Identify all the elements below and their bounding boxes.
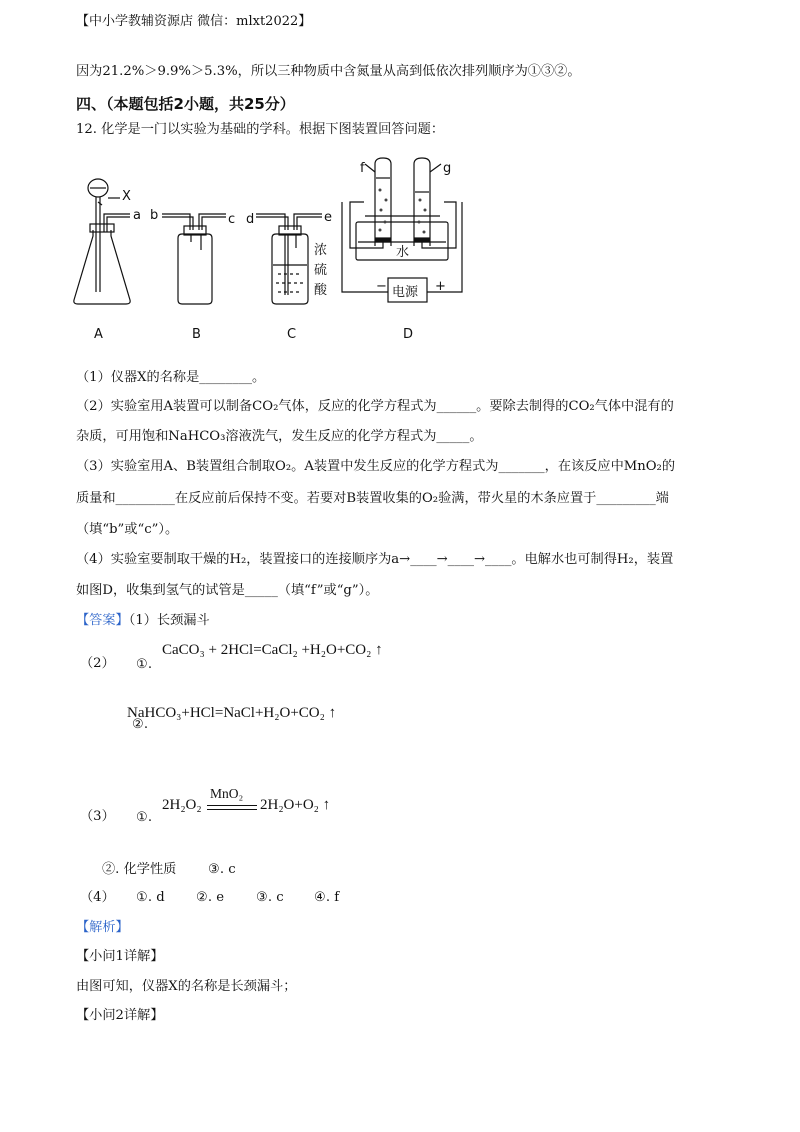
sub-question-2-line-2: 杂质，可用饱和NaHCO₃溶液洗气，发生反应的化学方程式为_____。 xyxy=(76,429,483,444)
sub-question-3-line-2: 质量和_________在反应前后保持不变。若要对B装置收集的O₂验满，带火星的木条应置于_________端 xyxy=(76,491,669,506)
label-e: e xyxy=(324,210,332,225)
page-header: 【中小学教辅资源店 微信：mlxt2022】 xyxy=(76,14,312,29)
label-a: a xyxy=(133,208,141,223)
analysis-tag: 【解析】 xyxy=(76,920,129,935)
apparatus-b xyxy=(162,214,226,304)
apparatus-figure xyxy=(60,150,480,345)
answer-4-4: ④. f xyxy=(314,890,340,905)
answer-2-1-equation: CaCO₃ + 2HCl=CaCl₂ +H₂O+CO₂ ↑ xyxy=(162,642,383,658)
label-acid-1: 浓 xyxy=(314,243,328,258)
answer-3-label: （3） xyxy=(80,809,115,824)
label-x: X xyxy=(122,189,131,204)
sub-question-4-line-2: 如图D，收集到氢气的试管是_____（填“f”或“g”）。 xyxy=(76,583,379,598)
sub-question-1: （1）仪器X的名称是________。 xyxy=(76,370,266,385)
label-power: 电源 xyxy=(392,285,419,300)
previous-solution-line: 因为21.2%＞9.9%＞5.3%，所以三种物质中含氮量从高到低依次排列顺序为①③②。 xyxy=(76,64,581,79)
label-acid-2: 硫 xyxy=(314,263,328,278)
answer-3-1-reactant: 2H₂O₂ xyxy=(162,797,202,813)
analysis-sub-1-title: 【小问1详解】 xyxy=(76,949,164,964)
question-12-stem: 12. 化学是一门以实验为基础的学科。根据下图装置回答问题： xyxy=(76,122,445,137)
reaction-condition-lines xyxy=(207,804,259,812)
label-f: f xyxy=(360,161,365,176)
sub-question-4-line-1: （4）实验室要制取干燥的H₂，装置接口的连接顺序为a→____→____→____。电解水也可制得H₂，装置 xyxy=(76,552,674,567)
answer-2-label: （2） xyxy=(80,656,115,671)
apparatus-c xyxy=(256,214,322,304)
label-water: 水 xyxy=(396,245,410,260)
sub-question-2-line-1: （2）实验室用A装置可以制备CO₂气体，反应的化学方程式为______。要除去制得的CO₂气体中混有的 xyxy=(76,399,674,414)
answer-4-2: ②. e xyxy=(196,890,225,905)
answer-3-3: ③. c xyxy=(208,862,236,877)
answer-3-1-catalyst: MnO₂ xyxy=(210,786,244,801)
label-plus: + xyxy=(435,279,446,294)
label-acid-3: 酸 xyxy=(314,283,328,298)
caption-a: A xyxy=(94,327,103,342)
answer-2-2-number: ②. xyxy=(132,717,149,732)
answer-4-1: ①. d xyxy=(136,890,165,905)
sub-question-3-line-3: （填“b”或“c”）。 xyxy=(76,522,179,537)
analysis-sub-2-title: 【小问2详解】 xyxy=(76,1008,164,1023)
label-g: g xyxy=(443,161,452,176)
caption-b: B xyxy=(192,327,201,342)
label-b: b xyxy=(150,208,159,223)
sub-question-3-line-1: （3）实验室用A、B装置组合制取O₂。A装置中发生反应的化学方程式为_______，在该反应中MnO₂的 xyxy=(76,459,676,474)
answer-4-label: （4） xyxy=(80,890,115,905)
answer-3-1-product: 2H₂O+O₂ ↑ xyxy=(260,797,331,813)
answer-2-2-equation: NaHCO₃+HCl=NaCl+H₂O+CO₂ ↑ xyxy=(127,705,337,721)
caption-c: C xyxy=(287,327,297,342)
answer-line-1 xyxy=(76,612,210,630)
analysis-sub-1-text: 由图可知，仪器X的名称是长颈漏斗； xyxy=(76,979,297,994)
label-minus: − xyxy=(376,279,387,294)
answer-tag: 【答案】 xyxy=(76,613,129,628)
answer-4-3: ③. c xyxy=(256,890,284,905)
answer-3-2: ②. 化学性质 xyxy=(102,862,177,877)
answer-3-1-number: ①. xyxy=(136,810,153,825)
answer-1: （1）长颈漏斗 xyxy=(128,613,210,628)
label-c: c xyxy=(228,212,236,227)
section-title: 四、（本题包括2小题，共25分） xyxy=(76,95,295,113)
label-d: d xyxy=(246,212,255,227)
caption-d: D xyxy=(403,327,414,342)
answer-2-1-number: ①. xyxy=(136,657,153,672)
